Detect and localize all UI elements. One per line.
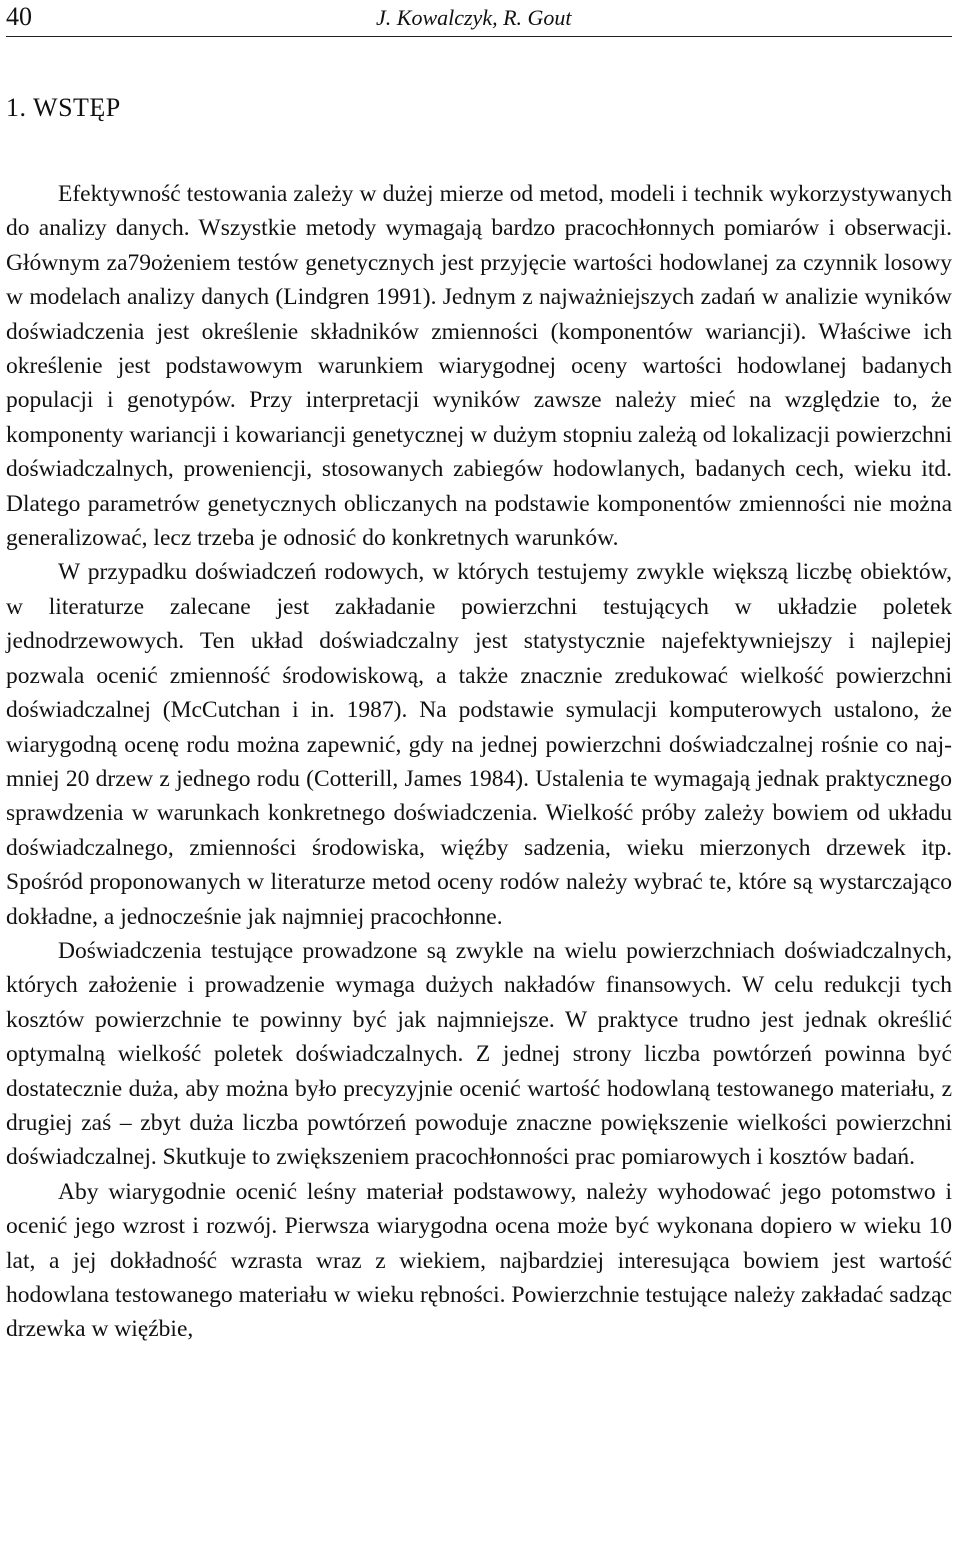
paragraph: Efektywność testowania zależy w dużej mierze od metod, modeli i technik wykorzystywanych do analizy danych. Wszystkie metody wymagają bardzo pracochłonnych pomiarów i obserwacji. Głównym za79ożeniem testów genetycznych jest przyjęcie wartości hodowlanej za czynnik losowy w modelach analizy danych (Lindgren 1991). Jednym z najważniejszych zadań w analizie wyników doświadczenia jest określenie składników zmienności (komponentów wariancji). Właściwe ich określenie jest podstawowym warunkiem wiarygodnej oceny wartości hodowlanej badanych populacji i genotypów. Przy interpretacji wyników zawsze należy mieć na względzie to, że komponenty wariancji i kowariancji genetycznej w dużym stopniu zależą od lokalizacji powierzchni doświadczalnych, proweniencji, stosowanych zabiegów hodowlanych, badanych cech, wieku itd. Dlatego parametrów genetycznych obliczanych na podstawie komponentów zmienności nie można generalizować, lecz trzeba je odnosić do konkretnych warunków. — [6, 181, 952, 552]
body-text — [6, 177, 952, 1347]
running-title-authors: J. Kowalczyk, R. Gout — [376, 5, 572, 30]
paragraph: Doświadczenia testujące prowadzone są zwykle na wielu powierzchniach doświadczalnych, których założenie i prowadzenie wymaga dużych nakładów finansowych. W celu redukcji tych kosztów powierzchnie te powinny być jak najmniejsze. W praktyce trudno jest jednak określić optymalną wielkość poletek doświadczalnych. Z jednej strony liczba powtórzeń powinna być dostatecznie duża, aby można było precyzyjnie ocenić wartość hodowlaną testowanego materiału, z drugiej zaś – zbyt duża liczba powtórzeń powoduje znaczne powiększenie wielkości powierzchni doświadczalnej. Skutkuje to zwiększeniem pracochłonności prac pomiarowych i kosztów badań. — [6, 937, 952, 1171]
running-header — [6, 0, 952, 37]
paragraph: W przypadku doświadczeń rodowych, w których testujemy zwykle większą liczbę obiektów, w literaturze zalecane jest zakładanie powierzchni testujących w układzie poletek jednodrzewowych. Ten układ doświadczalny jest statystycznie najefektywniejszy i najlepiej pozwala ocenić zmienność środowiskową, a także znacznie zredukować wielkość powierzchni doświadczalnej (McCutchan i in. 1987). Na podstawie symulacji komputerowych ustalono, że wiarygodną ocenę rodu można zapewnić, gdy na jednej powierzchni doświadczalnej rośnie co najmniej 20 drzew z jednego rodu (Cotterill, James 1984). Ustalenia te wymagają jednak praktycznego sprawdzenia w warunkach konkretnego doświadczenia. Wielkość próby zależy bowiem od układu doświadczalnego, zmienności środowiska, więźby sadzenia, wieku mierzonych drzewek itp. Spośród proponowanych w literaturze metod oceny rodów należy wybrać te, które są wystarczająco dokładne, a jednocześnie jak najmniej pracochłonne. — [6, 559, 952, 930]
paragraph: Aby wiarygodnie ocenić leśny materiał podstawowy, należy wyhodować jego potomstwo i ocenić jego wzrost i rozwój. Pierwsza wiarygodna ocena może być wykonana dopiero w wieku 10 lat, a jej dokładność wzrasta wraz z wiekiem, najbardziej interesująca bowiem jest wartość hodowlana testowanego materiału w wieku rębności. Powierzchnie testujące należy zakładać sadząc drzewka w więźbie, — [6, 1178, 952, 1343]
page-number: 40 — [6, 2, 32, 31]
section-heading: 1. WSTĘP — [6, 93, 121, 122]
